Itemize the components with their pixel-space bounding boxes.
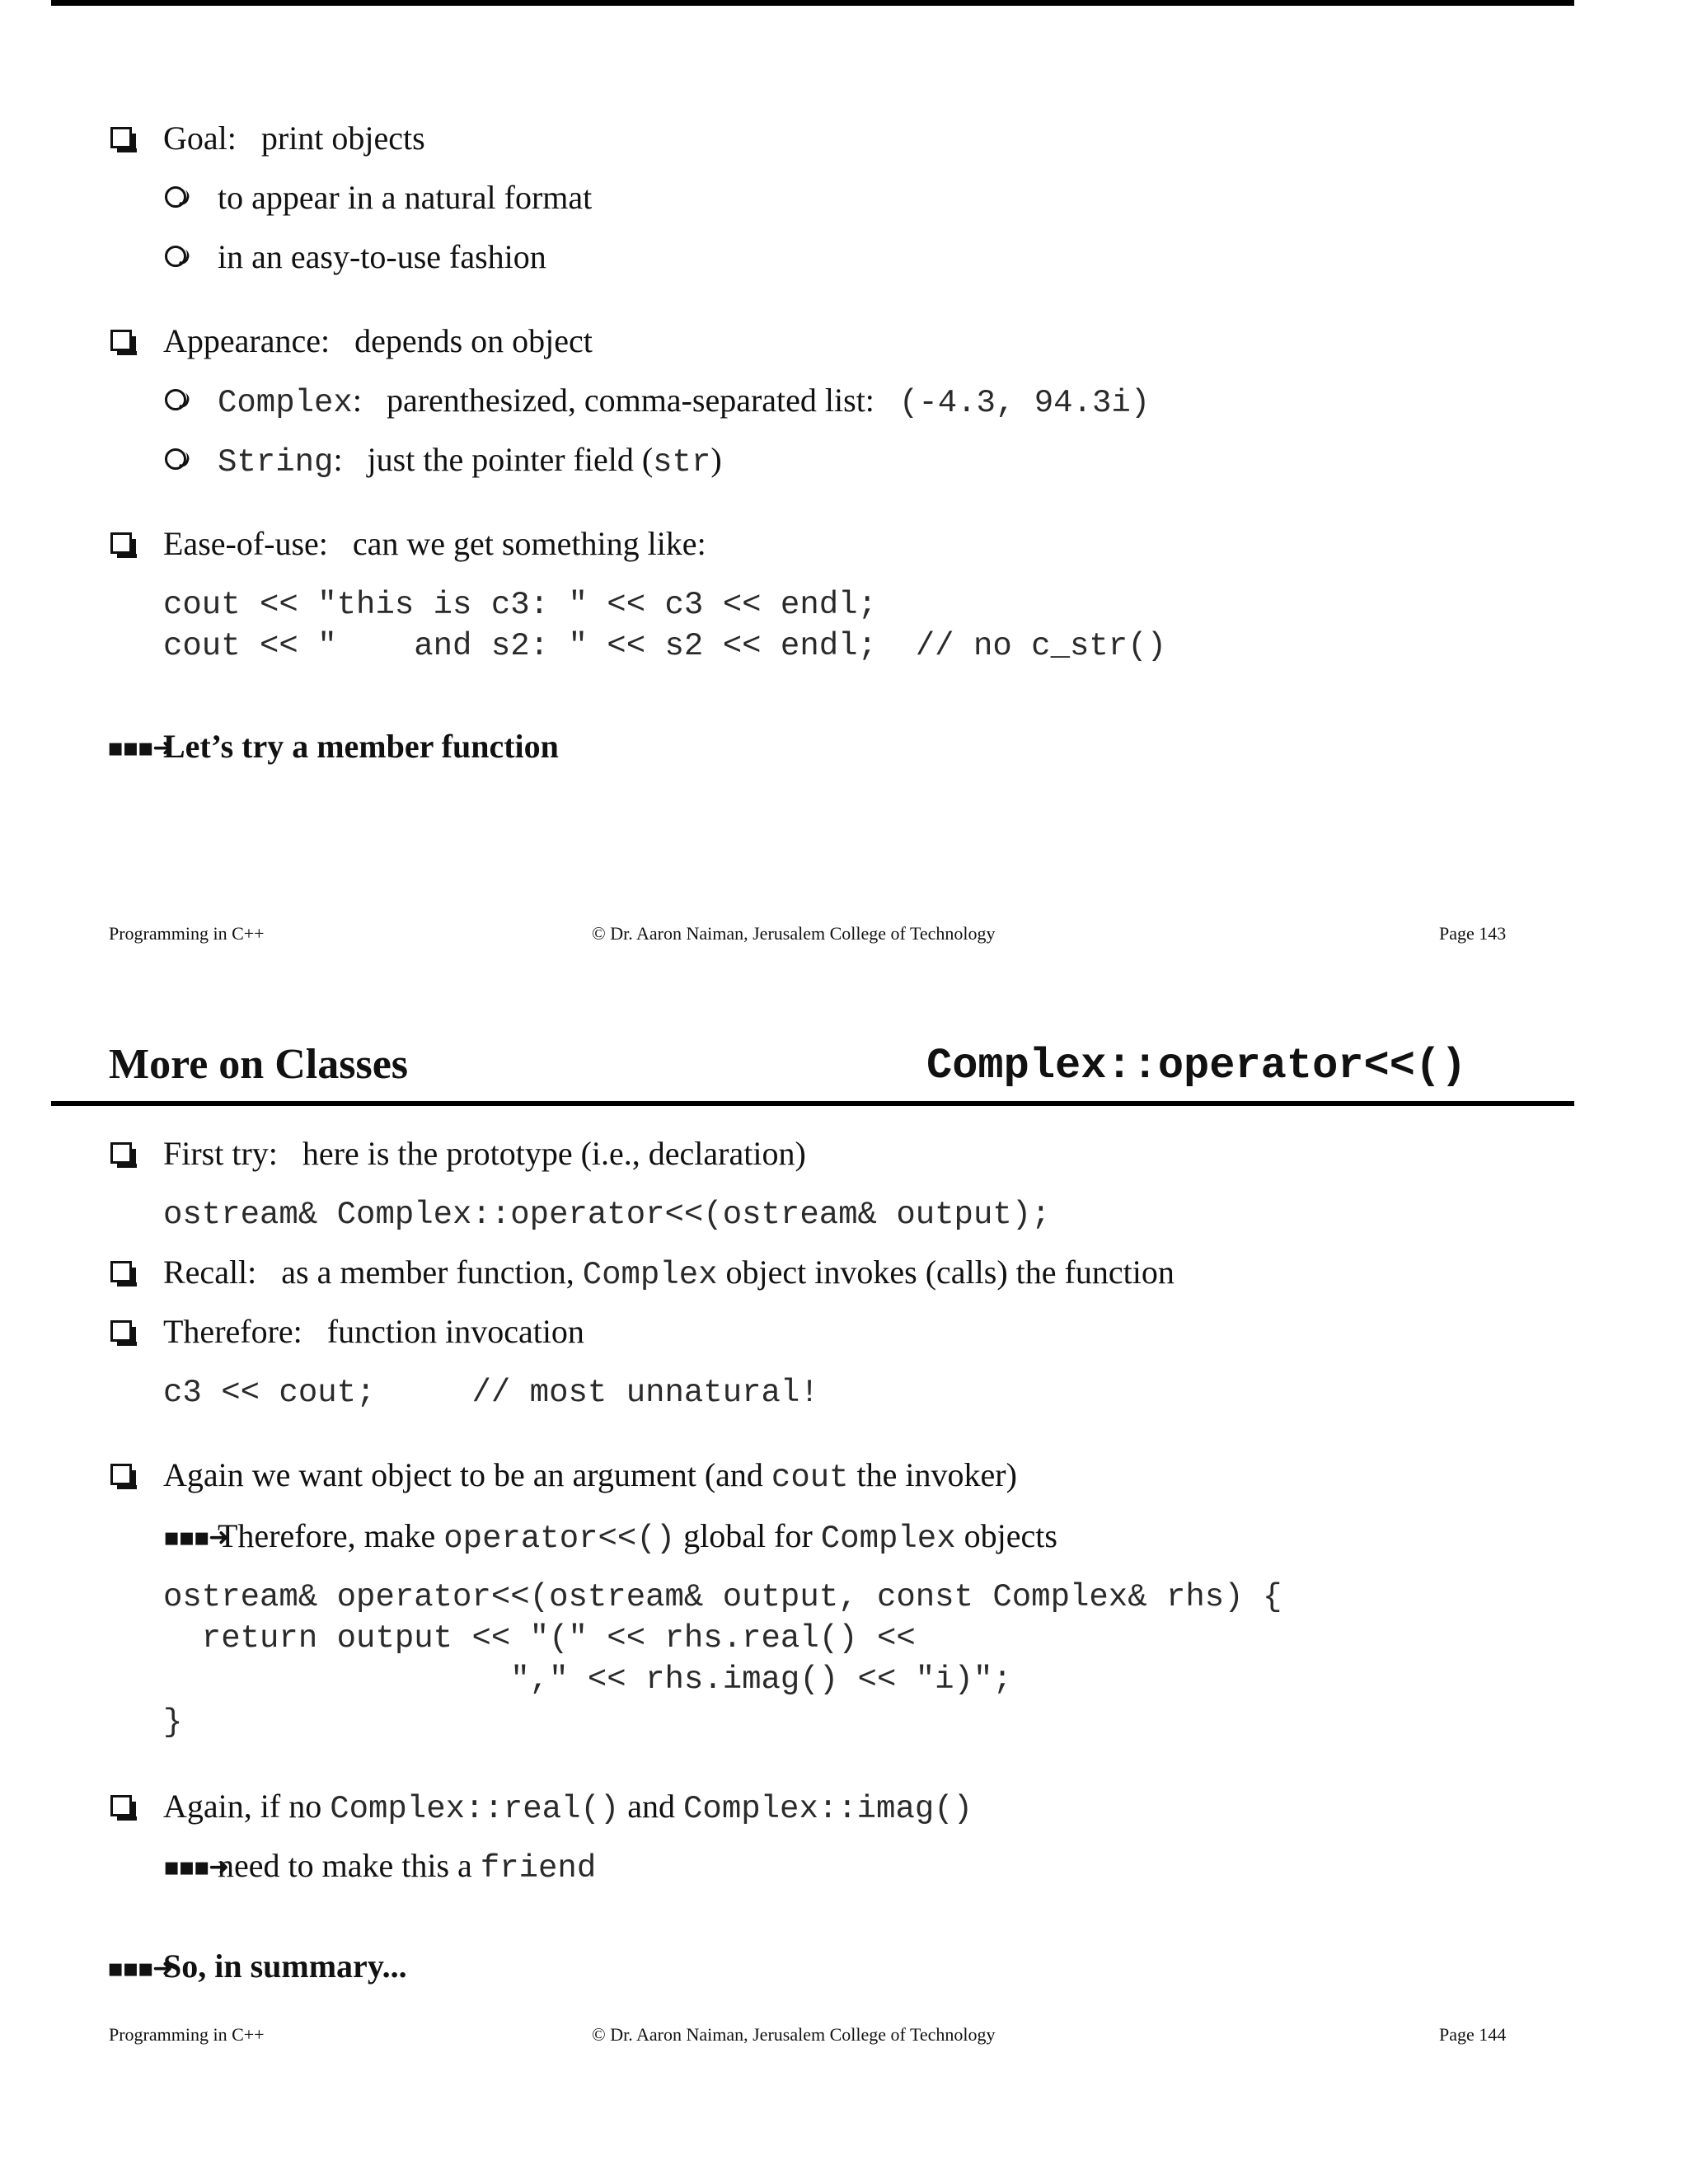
footer-left: Programming in C++ — [109, 2024, 265, 2045]
footer-page: Page 144 — [1439, 2024, 1507, 2045]
conclusion-text: Let’s try a member function — [163, 728, 559, 765]
func-code-line: return output << "(" << rhs.real() << — [163, 1620, 916, 1657]
page-title: More on Classes — [109, 1041, 409, 1088]
func-code-line: "," << rhs.imag() << "i)"; — [163, 1661, 1012, 1698]
footer-page: Page 143 — [1439, 923, 1507, 944]
summary-text: So, in summary... — [163, 1947, 407, 1985]
bullet-circle-icon — [165, 186, 186, 208]
page-title-code: Complex::operator<<() — [926, 1042, 1467, 1090]
again-if-line: Again, if no Complex::real() and Complex::imag() — [163, 1788, 973, 1827]
arrow-icon: ▪▪▪➜ — [163, 1853, 228, 1882]
goal-line: Goal: print objects — [163, 120, 425, 157]
bullet-box-icon — [110, 127, 132, 148]
code-line: cout << "this is c3: " << c3 << endl; — [163, 587, 877, 623]
bullet-box-icon — [110, 1464, 132, 1485]
bullet-circle-icon — [165, 448, 186, 470]
bullet-box-icon — [110, 1320, 132, 1342]
code-line: cout << " and s2: " << s2 << endl; // no c_str() — [163, 628, 1166, 664]
make-global-line: Therefore, make operator<<() global for Complex objects — [218, 1517, 1057, 1557]
invocation-code: c3 << cout; // most unnatural! — [163, 1375, 819, 1411]
bullet-box-icon — [110, 1142, 132, 1164]
func-code-line: ostream& operator<<(ostream& output, const Complex& rhs) { — [163, 1579, 1282, 1615]
appearance-line: Appearance: depends on object — [163, 322, 593, 359]
arrow-icon: ▪▪▪➜ — [107, 733, 172, 762]
bullet-box-icon — [110, 1261, 132, 1282]
prototype-code: ostream& Complex::operator<<(ostream& output); — [163, 1197, 1051, 1233]
func-code-line: } — [163, 1704, 183, 1741]
arrow-icon: ▪▪▪➜ — [107, 1954, 172, 1983]
bullet-box-icon — [110, 330, 132, 351]
ease-line: Ease-of-use: can we get something like: — [163, 525, 706, 562]
bullet-box-icon — [110, 532, 132, 554]
again-line: Again we want object to be an argument (and cout the invoker) — [163, 1456, 1017, 1496]
title-rule — [51, 1101, 1574, 1106]
appearance-string: String: just the pointer field (str) — [218, 441, 722, 480]
bullet-circle-icon — [165, 246, 186, 267]
recall-line: Recall: as a member function, Complex object invokes (calls) the function — [163, 1254, 1175, 1293]
goal-sub-natural: to appear in a natural format — [218, 179, 593, 216]
bullet-circle-icon — [165, 389, 186, 410]
arrow-icon: ▪▪▪➜ — [163, 1523, 228, 1552]
footer-left: Programming in C++ — [109, 923, 265, 944]
appearance-complex: Complex: parenthesized, comma-separated list: (-4.3, 94.3i) — [218, 382, 1151, 421]
first-try-line: First try: here is the prototype (i.e., declaration) — [163, 1135, 806, 1172]
bullet-box-icon — [110, 1795, 132, 1816]
goal-sub-easy: in an easy-to-use fashion — [218, 238, 546, 275]
footer-center: © Dr. Aaron Naiman, Jerusalem College of Technology — [592, 2024, 996, 2045]
top-rule — [51, 0, 1574, 6]
therefore-line: Therefore: function invocation — [163, 1313, 584, 1350]
friend-line: need to make this a friend — [218, 1847, 597, 1886]
footer-center: © Dr. Aaron Naiman, Jerusalem College of Technology — [592, 923, 996, 944]
